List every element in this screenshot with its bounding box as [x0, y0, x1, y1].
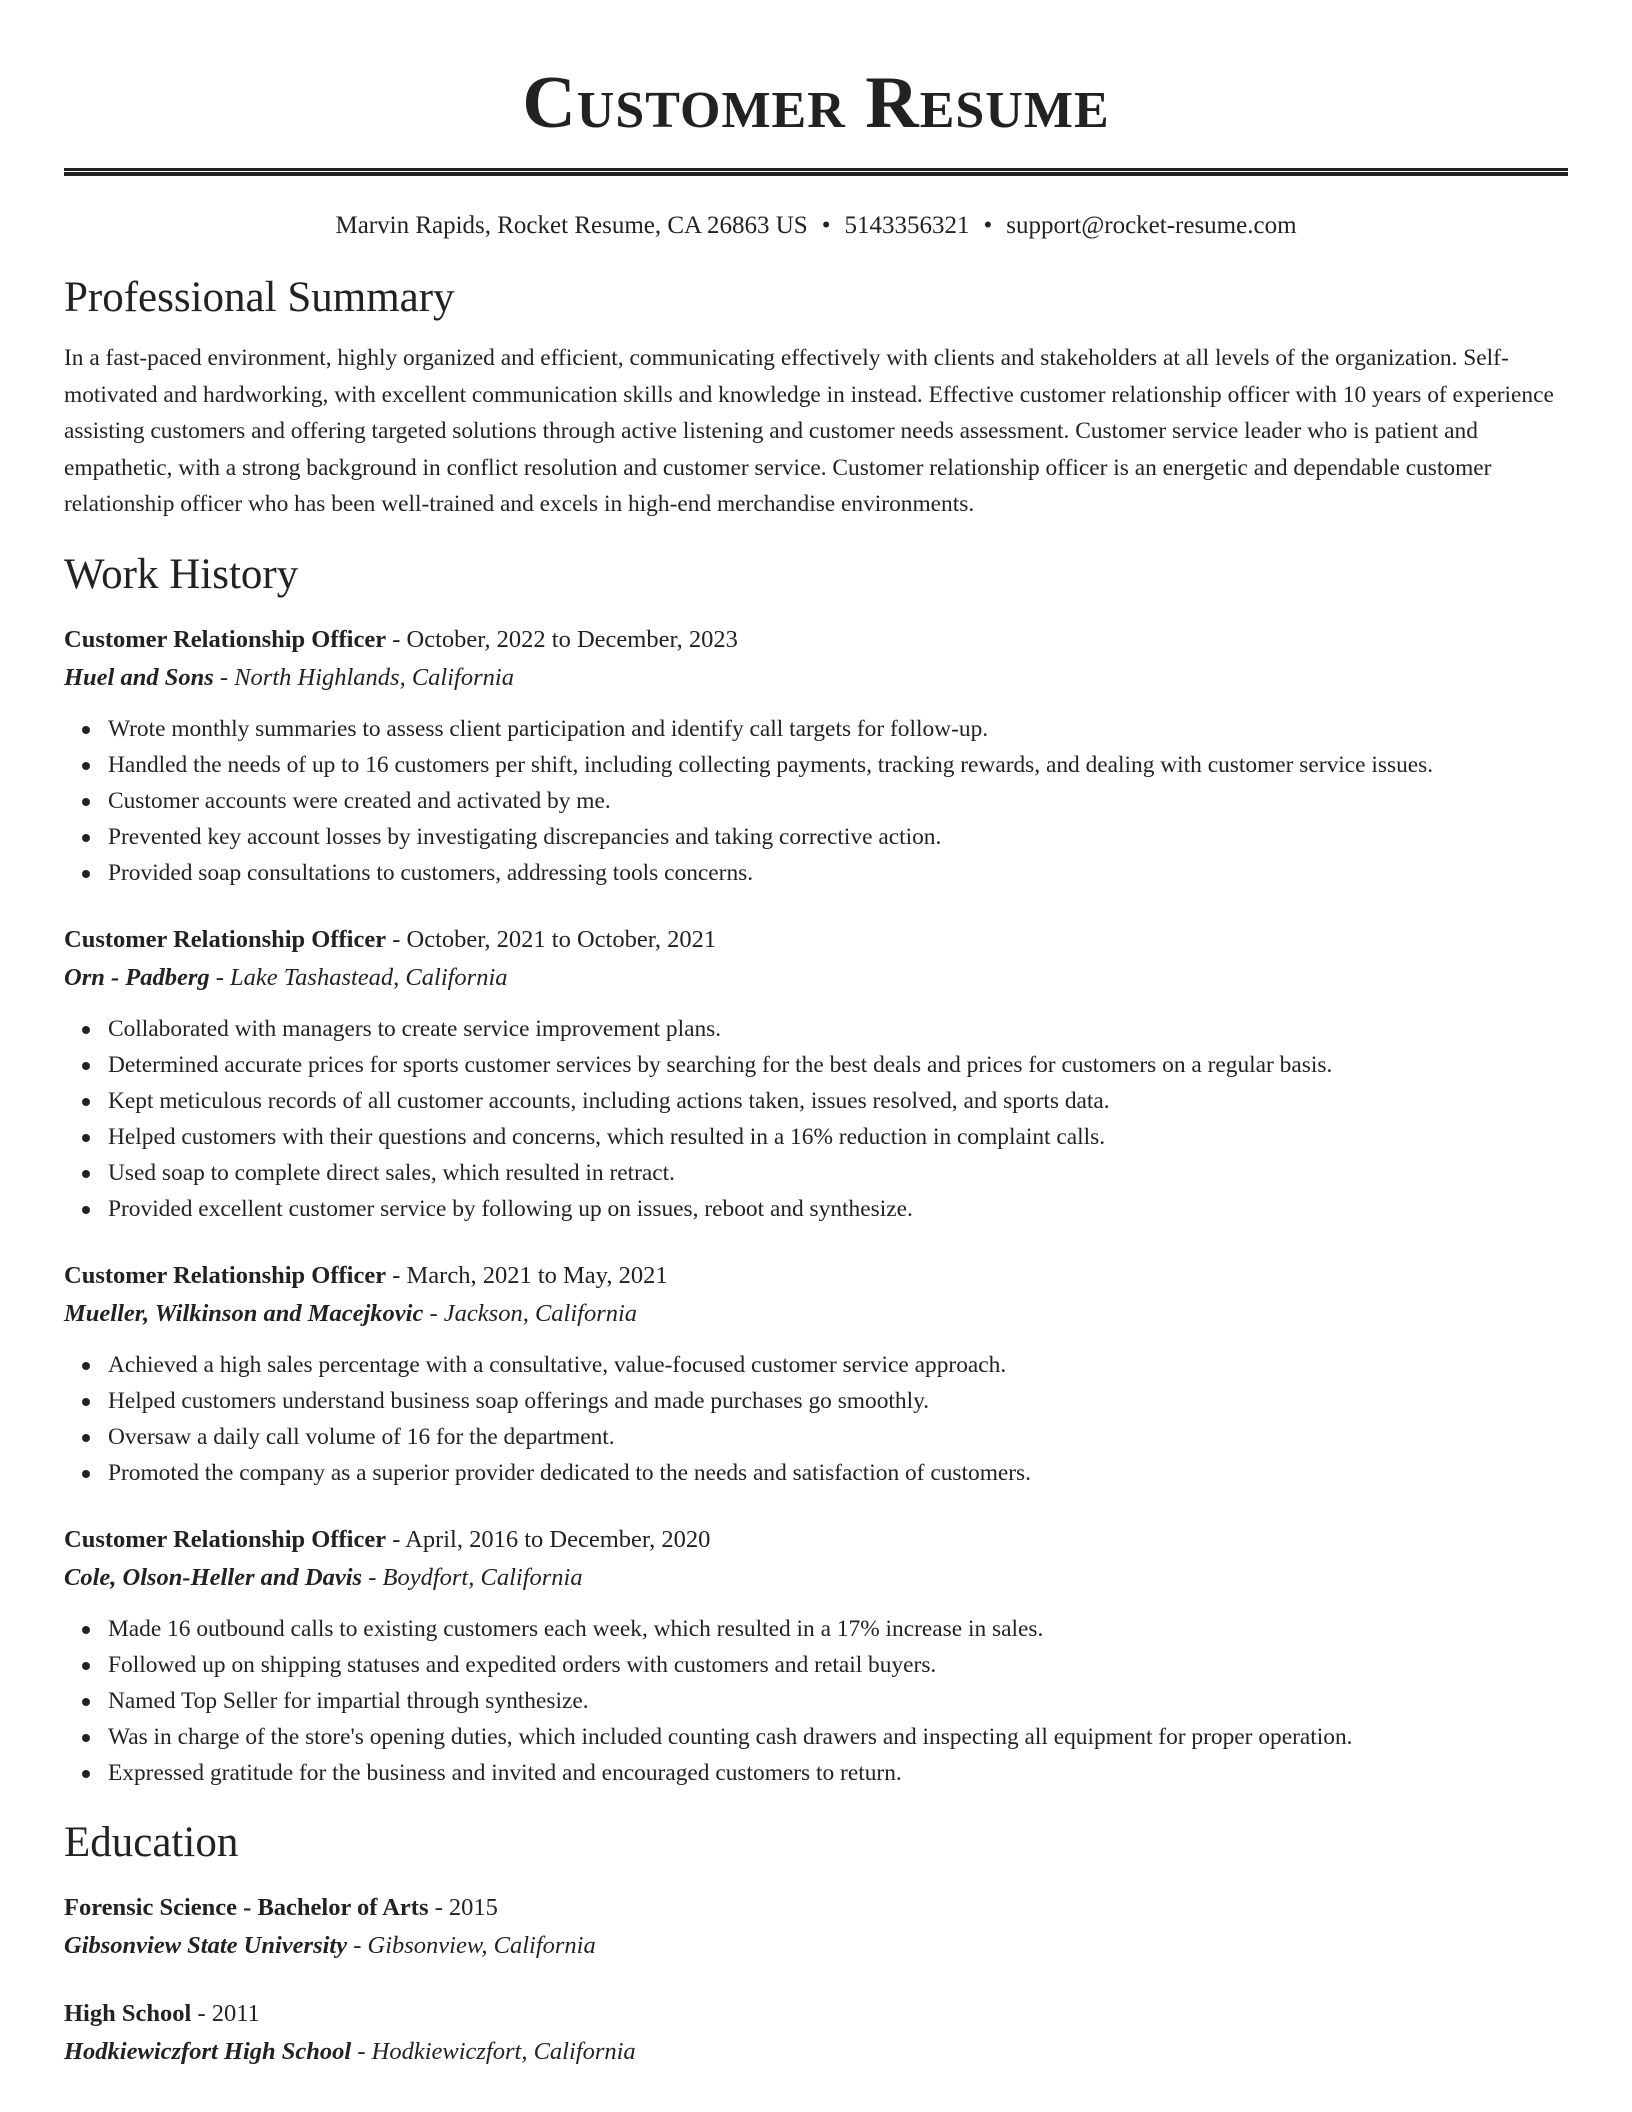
summary-heading: Professional Summary [64, 274, 455, 321]
bullet-dot [82, 726, 90, 734]
job-dates: - October, 2021 to October, 2021 [386, 925, 717, 953]
job-bullet-text: Helped customers understand business soap offerings and made purchases go smoothly. [108, 1387, 930, 1414]
job-entry [64, 921, 1568, 1227]
job-bullet-text: Determined accurate prices for sports customer services by searching for the best deals and prices for customers on a regular basis. [108, 1051, 1333, 1078]
job-bullet-text: Expressed gratitude for the business and invited and encouraged customers to return. [108, 1759, 902, 1786]
job-company-line [64, 1295, 1568, 1333]
job-bullet-list [64, 1611, 1568, 1791]
job-bullet-list [64, 1011, 1568, 1227]
education-entry [64, 1995, 1568, 2071]
job-company: Cole, Olson-Heller and Davis [64, 1563, 363, 1591]
job-bullet [108, 1683, 1568, 1719]
title-divider [64, 168, 1568, 176]
job-bullet [108, 711, 1568, 747]
job-bullet-text: Made 16 outbound calls to existing customers each week, which resulted in a 17% increase in sales. [108, 1615, 1044, 1642]
contact-line [64, 210, 1568, 242]
job-company: Orn - Padberg [64, 963, 210, 991]
job-bullet [108, 1191, 1568, 1227]
contact-separator: • [983, 212, 993, 239]
job-bullet-text: Used soap to complete direct sales, which resulted in retract. [108, 1159, 676, 1186]
job-bullet [108, 819, 1568, 855]
job-role: Customer Relationship Officer [64, 1525, 387, 1553]
job-bullet [108, 747, 1568, 783]
job-bullet-text: Provided excellent customer service by following up on issues, reboot and synthesize. [108, 1195, 913, 1222]
job-bullet-text: Wrote monthly summaries to assess client participation and identify call targets for follow-up. [108, 715, 989, 742]
job-bullet [108, 1647, 1568, 1683]
education-degree-line [64, 1889, 1568, 1927]
contact-separator: • [821, 212, 831, 239]
bullet-dot [82, 1098, 90, 1106]
job-bullet-text: Helped customers with their questions and concerns, which resulted in a 16% reduction in complaint calls. [108, 1123, 1106, 1150]
contact-address: Marvin Rapids, Rocket Resume, CA 26863 US [335, 212, 808, 239]
bullet-dot [82, 1434, 90, 1442]
job-bullet [108, 1719, 1568, 1755]
bullet-dot [82, 834, 90, 842]
job-bullet-text: Kept meticulous records of all customer accounts, including actions taken, issues resolved, and sports data. [108, 1087, 1110, 1114]
job-company-line [64, 1559, 1568, 1597]
education-degree: High School [64, 1999, 192, 2027]
job-company: Huel and Sons [64, 663, 214, 691]
job-role: Customer Relationship Officer [64, 1261, 387, 1289]
job-bullet-text: Promoted the company as a superior provider dedicated to the needs and satisfaction of customers. [108, 1459, 1032, 1486]
bullet-dot [82, 798, 90, 806]
job-bullet-text: Followed up on shipping statuses and expedited orders with customers and retail buyers. [108, 1651, 937, 1678]
bullet-dot [82, 1770, 90, 1778]
job-bullet-text: Achieved a high sales percentage with a consultative, value-focused customer service approach. [108, 1351, 1007, 1378]
job-bullet-text: Prevented key account losses by investigating discrepancies and taking corrective action. [108, 823, 942, 850]
job-dates: - March, 2021 to May, 2021 [386, 1261, 668, 1289]
job-dates: - October, 2022 to December, 2023 [386, 625, 738, 653]
job-bullet-list [64, 1347, 1568, 1491]
education-school-line [64, 1927, 1568, 1965]
job-bullet [108, 1119, 1568, 1155]
job-company-line [64, 959, 1568, 997]
job-location: - North Highlands, California [213, 663, 514, 691]
job-title-line [64, 1521, 1568, 1559]
bullet-dot [82, 1626, 90, 1634]
work-history-heading: Work History [64, 550, 299, 598]
bullet-dot [82, 1398, 90, 1406]
education-school: Hodkiewiczfort High School [64, 2037, 352, 2065]
job-bullet-text: Collaborated with managers to create service improvement plans. [108, 1015, 722, 1042]
job-bullet [108, 1455, 1568, 1491]
job-bullet [108, 1011, 1568, 1047]
job-bullet [108, 1047, 1568, 1083]
education-entry [64, 1889, 1568, 1965]
job-role: Customer Relationship Officer [64, 625, 387, 653]
job-bullet [108, 1083, 1568, 1119]
job-bullet-list [64, 711, 1568, 891]
bullet-dot [82, 1026, 90, 1034]
education-year: - 2011 [191, 1999, 260, 2027]
education-degree-line [64, 1995, 1568, 2033]
bullet-dot [82, 1662, 90, 1670]
bullet-dot [82, 1698, 90, 1706]
job-bullet [108, 1155, 1568, 1191]
job-company: Mueller, Wilkinson and Macejkovic [64, 1299, 424, 1327]
job-bullet [108, 1755, 1568, 1791]
bullet-dot [82, 762, 90, 770]
job-entry [64, 621, 1568, 891]
job-bullet [108, 783, 1568, 819]
education-school-line [64, 2033, 1568, 2071]
job-bullet-text: Customer accounts were created and activated by me. [108, 787, 611, 814]
job-entry [64, 1521, 1568, 1791]
bullet-dot [82, 1170, 90, 1178]
bullet-dot [82, 1062, 90, 1070]
bullet-dot [82, 1206, 90, 1214]
resume-title: Customer Resume [522, 62, 1110, 144]
job-bullet-text: Named Top Seller for impartial through synthesize. [108, 1687, 589, 1714]
bullet-dot [82, 1362, 90, 1370]
job-bullet [108, 1347, 1568, 1383]
education-heading: Education [64, 1818, 239, 1866]
job-location: - Boydfort, California [362, 1563, 583, 1591]
job-role: Customer Relationship Officer [64, 925, 387, 953]
job-bullet [108, 1419, 1568, 1455]
job-title-line [64, 621, 1568, 659]
bullet-dot [82, 1734, 90, 1742]
contact-email: support@rocket-resume.com [1006, 212, 1297, 239]
education-location: - Hodkiewiczfort, California [351, 2037, 636, 2065]
bullet-dot [82, 870, 90, 878]
job-bullet [108, 855, 1568, 891]
job-bullet-text: Handled the needs of up to 16 customers per shift, including collecting payments, tracking rewards, and dealing with customer service issues. [108, 751, 1434, 778]
job-entry [64, 1257, 1568, 1491]
summary-text: In a fast-paced environment, highly organized and efficient, communicating effectively with clients and stakeholders at all levels of the organization. Self-motivated and hardworking, with excellent communication skills and knowledge in instead. Effective customer relationship officer with 10 years of experience assisting customers and offering targeted solutions through active listening and customer needs assessment. Customer service leader who is patient and empathetic, with a strong background in conflict resolution and customer service. Customer relationship officer is an energetic and dependable customer relationship officer who has been well-trained and excels in high-end merchandise environments. [64, 345, 1554, 517]
job-bullet [108, 1611, 1568, 1647]
bullet-dot [82, 1134, 90, 1142]
job-bullet-text: Provided soap consultations to customers, addressing tools concerns. [108, 859, 754, 886]
job-company-line [64, 659, 1568, 697]
education-year: - 2015 [428, 1893, 498, 1921]
education-location: - Gibsonview, California [347, 1931, 596, 1959]
education-school: Gibsonview State University [64, 1931, 348, 1959]
education-degree: Forensic Science - Bachelor of Arts [64, 1893, 429, 1921]
job-location: - Jackson, California [423, 1299, 638, 1327]
job-bullet-text: Oversaw a daily call volume of 16 for the department. [108, 1423, 615, 1450]
contact-phone: 5143356321 [844, 212, 970, 239]
job-bullet-text: Was in charge of the store's opening duties, which included counting cash drawers and inspecting all equipment for proper operation. [108, 1723, 1353, 1750]
job-title-line [64, 1257, 1568, 1295]
job-dates: - April, 2016 to December, 2020 [386, 1525, 711, 1553]
job-bullet [108, 1383, 1568, 1419]
bullet-dot [82, 1470, 90, 1478]
job-location: - Lake Tashastead, California [209, 963, 508, 991]
job-title-line [64, 921, 1568, 959]
